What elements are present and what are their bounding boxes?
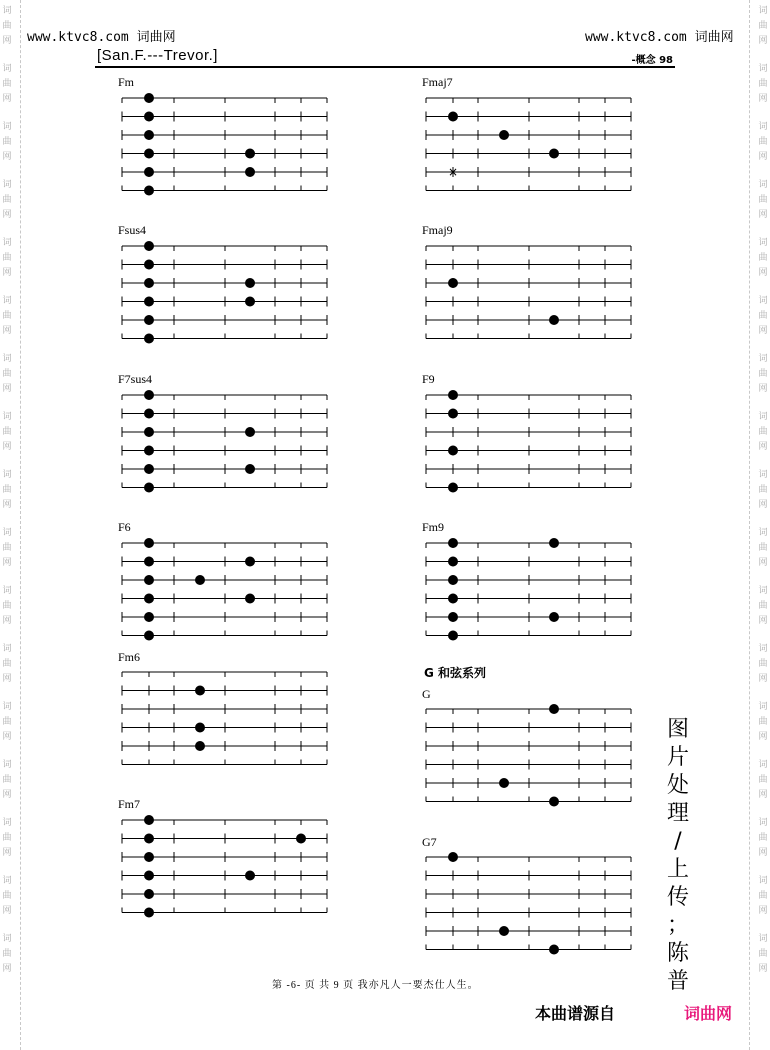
watermark-char: 曲 — [758, 311, 768, 321]
finger-dot — [195, 741, 205, 751]
finger-dot — [144, 908, 154, 918]
watermark-unit — [758, 932, 767, 977]
chord-name: F7sus4 — [118, 372, 153, 386]
chord-name: Fm — [118, 75, 135, 89]
watermark-char: 词 — [758, 586, 768, 596]
finger-dot — [245, 278, 255, 288]
watermark-unit — [2, 584, 11, 629]
watermark-column-left — [0, 0, 14, 1050]
finger-dot — [144, 241, 154, 251]
watermark-char: 词 — [758, 876, 768, 886]
watermark-unit — [758, 816, 767, 861]
finger-dot — [245, 557, 255, 567]
finger-dot — [144, 260, 154, 270]
watermark-char: 网 — [758, 848, 768, 858]
watermark-char: 曲 — [2, 949, 12, 959]
credit-char: 陈 — [666, 941, 689, 966]
watermark-char: 词 — [2, 296, 12, 306]
watermark-char: 词 — [2, 122, 12, 132]
watermark-char: 曲 — [2, 195, 12, 205]
watermark-char: 词 — [758, 644, 768, 654]
watermark-unit — [758, 352, 767, 397]
header-page-label: -概念 98 — [631, 55, 673, 66]
watermark-char: 词 — [758, 296, 768, 306]
watermark-char: 网 — [758, 732, 768, 742]
finger-dot — [195, 575, 205, 585]
finger-dot — [195, 723, 205, 733]
watermark-char: 曲 — [2, 137, 12, 147]
watermark-char: 词 — [2, 470, 12, 480]
finger-dot — [144, 409, 154, 419]
chord-diagram-fmaj7 — [421, 92, 636, 197]
watermark-char: 网 — [758, 94, 768, 104]
watermark-unit — [2, 700, 11, 745]
watermark-char: 网 — [2, 326, 12, 336]
watermark-char: 网 — [758, 210, 768, 220]
finger-dot — [144, 112, 154, 122]
watermark-char: 词 — [2, 528, 12, 538]
watermark-char: 词 — [2, 702, 12, 712]
finger-dot — [144, 557, 154, 567]
finger-dot — [549, 612, 559, 622]
chord-diagram-fmaj9 — [421, 240, 636, 345]
finger-dot — [144, 149, 154, 159]
chord-name: Fsus4 — [118, 223, 147, 237]
header-title: [San.F.---Trevor.] — [97, 47, 218, 64]
watermark-char: 曲 — [758, 427, 768, 437]
credit-char: / — [674, 829, 682, 854]
watermark-char: 词 — [2, 412, 12, 422]
finger-dot — [144, 278, 154, 288]
watermark-char: 词 — [2, 586, 12, 596]
chord-name: Fm6 — [118, 650, 141, 664]
watermark-char: 曲 — [2, 775, 12, 785]
watermark-char: 词 — [2, 238, 12, 248]
watermark-unit — [758, 4, 767, 49]
finger-dot — [296, 834, 306, 844]
watermark-char: 曲 — [758, 137, 768, 147]
watermark-unit — [2, 352, 11, 397]
chord-diagram-g — [421, 703, 636, 808]
watermark-unit — [2, 874, 11, 919]
chord-name: Fmaj7 — [422, 75, 453, 89]
margin-line-left — [20, 0, 21, 1050]
finger-dot — [448, 557, 458, 567]
source-label: 本曲谱源自 — [535, 1004, 616, 1023]
finger-dot — [549, 538, 559, 548]
watermark-unit — [758, 294, 767, 339]
site-url-right: www.ktvc8.com 词曲网 — [585, 30, 734, 45]
watermark-char: 曲 — [758, 79, 768, 89]
finger-dot — [144, 871, 154, 881]
watermark-char: 曲 — [2, 369, 12, 379]
watermark-char: 词 — [758, 470, 768, 480]
watermark-char: 网 — [2, 674, 12, 684]
watermark-char: 词 — [758, 412, 768, 422]
finger-dot — [499, 778, 509, 788]
source-site-link[interactable]: 词曲网 — [684, 1004, 733, 1023]
watermark-unit — [758, 410, 767, 455]
watermark-char: 词 — [758, 818, 768, 828]
watermark-char: 曲 — [758, 543, 768, 553]
finger-dot — [448, 278, 458, 288]
watermark-char: 词 — [758, 702, 768, 712]
finger-dot — [448, 390, 458, 400]
finger-dot — [144, 446, 154, 456]
watermark-char: 曲 — [758, 369, 768, 379]
finger-dot — [144, 390, 154, 400]
finger-dot — [144, 575, 154, 585]
finger-dot — [144, 889, 154, 899]
watermark-char: 曲 — [2, 427, 12, 437]
finger-dot — [448, 852, 458, 862]
finger-dot — [549, 149, 559, 159]
watermark-unit — [758, 526, 767, 571]
watermark-char: 曲 — [758, 195, 768, 205]
credit-char: 片 — [666, 745, 689, 770]
finger-dot — [245, 149, 255, 159]
watermark-unit — [758, 120, 767, 165]
watermark-char: 网 — [2, 210, 12, 220]
finger-dot — [144, 167, 154, 177]
watermark-char: 网 — [758, 268, 768, 278]
watermark-char: 词 — [2, 644, 12, 654]
watermark-char: 曲 — [2, 21, 12, 31]
watermark-char: 词 — [758, 180, 768, 190]
watermark-char: 曲 — [758, 601, 768, 611]
watermark-char: 词 — [758, 354, 768, 364]
watermark-char: 曲 — [2, 891, 12, 901]
chord-diagram-f6 — [117, 537, 332, 642]
watermark-char: 曲 — [2, 311, 12, 321]
watermark-char: 词 — [758, 760, 768, 770]
watermark-char: 网 — [758, 326, 768, 336]
watermark-char: 网 — [2, 94, 12, 104]
watermark-char: 网 — [758, 500, 768, 510]
finger-dot — [448, 612, 458, 622]
finger-dot — [144, 130, 154, 140]
finger-dot — [448, 594, 458, 604]
watermark-char: 网 — [2, 790, 12, 800]
watermark-unit — [2, 294, 11, 339]
finger-dot — [245, 871, 255, 881]
chord-name: F6 — [118, 520, 131, 534]
watermark-unit — [758, 758, 767, 803]
chord-diagram-g7 — [421, 851, 636, 956]
finger-dot — [144, 315, 154, 325]
watermark-char: 词 — [758, 64, 768, 74]
watermark-unit — [2, 236, 11, 281]
finger-dot — [499, 130, 509, 140]
watermark-unit — [758, 584, 767, 629]
watermark-unit — [2, 758, 11, 803]
credit-char: 处 — [666, 773, 689, 798]
header-rule — [95, 66, 675, 68]
watermark-char: 网 — [758, 384, 768, 394]
chord-diagram-fm9 — [421, 537, 636, 642]
watermark-char: 曲 — [758, 833, 768, 843]
site-url-left: www.ktvc8.com 词曲网 — [27, 30, 176, 45]
watermark-char: 曲 — [2, 659, 12, 669]
credit-char: 普 — [666, 969, 689, 994]
muted-string-mark: × — [447, 165, 459, 179]
finger-dot — [144, 815, 154, 825]
watermark-char: 词 — [758, 238, 768, 248]
watermark-char: 词 — [2, 64, 12, 74]
watermark-char: 词 — [2, 180, 12, 190]
watermark-char: 词 — [2, 934, 12, 944]
watermark-char: 曲 — [758, 253, 768, 263]
watermark-char: 曲 — [2, 485, 12, 495]
watermark-char: 网 — [2, 152, 12, 162]
finger-dot — [448, 483, 458, 493]
finger-dot — [144, 334, 154, 344]
watermark-char: 词 — [758, 528, 768, 538]
finger-dot — [144, 464, 154, 474]
watermark-char: 词 — [2, 760, 12, 770]
credit-char: 图 — [666, 717, 689, 742]
finger-dot — [144, 427, 154, 437]
watermark-unit — [2, 62, 11, 107]
finger-dot — [245, 594, 255, 604]
watermark-column-right — [756, 0, 770, 1050]
finger-dot — [499, 926, 509, 936]
watermark-char: 网 — [758, 36, 768, 46]
finger-dot — [549, 704, 559, 714]
chord-name: Fm9 — [422, 520, 445, 534]
watermark-char: 曲 — [758, 891, 768, 901]
watermark-unit — [758, 178, 767, 223]
chord-name: F9 — [422, 372, 435, 386]
watermark-unit — [2, 410, 11, 455]
section-title-g-chords: G 和弦系列 — [424, 666, 487, 680]
watermark-unit — [2, 932, 11, 977]
watermark-char: 网 — [2, 442, 12, 452]
watermark-unit — [758, 642, 767, 687]
watermark-unit — [758, 874, 767, 919]
finger-dot — [144, 612, 154, 622]
finger-dot — [144, 297, 154, 307]
finger-dot — [448, 112, 458, 122]
finger-dot — [448, 446, 458, 456]
chord-diagram-fm7 — [117, 814, 332, 919]
finger-dot — [549, 797, 559, 807]
watermark-char: 曲 — [2, 717, 12, 727]
finger-dot — [245, 464, 255, 474]
finger-dot — [144, 483, 154, 493]
watermark-char: 网 — [2, 384, 12, 394]
watermark-char: 曲 — [2, 253, 12, 263]
watermark-char: 曲 — [2, 543, 12, 553]
credit-char: 上 — [666, 857, 689, 882]
finger-dot — [144, 631, 154, 641]
chord-diagram-f9 — [421, 389, 636, 494]
watermark-char: 网 — [758, 442, 768, 452]
credit-char: 理 — [666, 801, 689, 826]
finger-dot — [195, 686, 205, 696]
watermark-unit — [758, 700, 767, 745]
finger-dot — [144, 852, 154, 862]
watermark-char: 网 — [2, 906, 12, 916]
watermark-char: 曲 — [758, 775, 768, 785]
watermark-char: 曲 — [758, 717, 768, 727]
watermark-char: 曲 — [2, 833, 12, 843]
watermark-char: 网 — [758, 616, 768, 626]
watermark-char: 网 — [758, 558, 768, 568]
watermark-char: 网 — [758, 152, 768, 162]
watermark-char: 网 — [2, 616, 12, 626]
finger-dot — [549, 945, 559, 955]
finger-dot — [448, 631, 458, 641]
watermark-unit — [2, 642, 11, 687]
watermark-unit — [2, 526, 11, 571]
watermark-char: 网 — [758, 964, 768, 974]
watermark-unit — [758, 236, 767, 281]
chord-name: G7 — [422, 835, 437, 849]
finger-dot — [245, 167, 255, 177]
chord-name: Fm7 — [118, 797, 141, 811]
watermark-char: 网 — [758, 674, 768, 684]
chord-diagram-fm6 — [117, 666, 332, 771]
credit-char: ； — [666, 913, 689, 938]
watermark-char: 网 — [2, 36, 12, 46]
watermark-char: 网 — [2, 500, 12, 510]
watermark-char: 词 — [758, 6, 768, 16]
watermark-char: 曲 — [2, 601, 12, 611]
watermark-char: 曲 — [2, 79, 12, 89]
watermark-unit — [758, 468, 767, 513]
watermark-char: 曲 — [758, 949, 768, 959]
finger-dot — [144, 594, 154, 604]
watermark-unit — [758, 62, 767, 107]
finger-dot — [448, 575, 458, 585]
finger-dot — [144, 538, 154, 548]
chord-name: Fmaj9 — [422, 223, 453, 237]
chord-diagram-f7sus4 — [117, 389, 332, 494]
watermark-char: 网 — [2, 848, 12, 858]
watermark-char: 词 — [758, 934, 768, 944]
watermark-char: 词 — [2, 876, 12, 886]
watermark-char: 网 — [2, 558, 12, 568]
watermark-unit — [2, 468, 11, 513]
finger-dot — [448, 538, 458, 548]
finger-dot — [144, 93, 154, 103]
watermark-char: 网 — [2, 268, 12, 278]
finger-dot — [245, 297, 255, 307]
chord-diagram-fm — [117, 92, 332, 197]
watermark-char: 曲 — [758, 21, 768, 31]
watermark-char: 网 — [2, 964, 12, 974]
finger-dot — [144, 834, 154, 844]
watermark-char: 网 — [2, 732, 12, 742]
watermark-char: 网 — [758, 906, 768, 916]
finger-dot — [448, 409, 458, 419]
watermark-char: 曲 — [758, 485, 768, 495]
credit-char: 传 — [666, 885, 689, 910]
watermark-unit — [2, 4, 11, 49]
chord-diagram-fsus4 — [117, 240, 332, 345]
watermark-unit — [2, 120, 11, 165]
vertical-credit-text — [664, 716, 692, 996]
watermark-unit — [2, 178, 11, 223]
watermark-char: 网 — [758, 790, 768, 800]
watermark-char: 词 — [758, 122, 768, 132]
watermark-char: 词 — [2, 818, 12, 828]
watermark-char: 曲 — [758, 659, 768, 669]
watermark-char: 词 — [2, 6, 12, 16]
chord-name: G — [422, 687, 431, 701]
finger-dot — [549, 315, 559, 325]
finger-dot — [144, 186, 154, 196]
margin-line-right — [749, 0, 750, 1050]
footer-page-info: 第 -6- 页 共 9 页 我亦凡人一要杰仕人生。 — [272, 980, 479, 991]
watermark-char: 词 — [2, 354, 12, 364]
finger-dot — [245, 427, 255, 437]
watermark-unit — [2, 816, 11, 861]
